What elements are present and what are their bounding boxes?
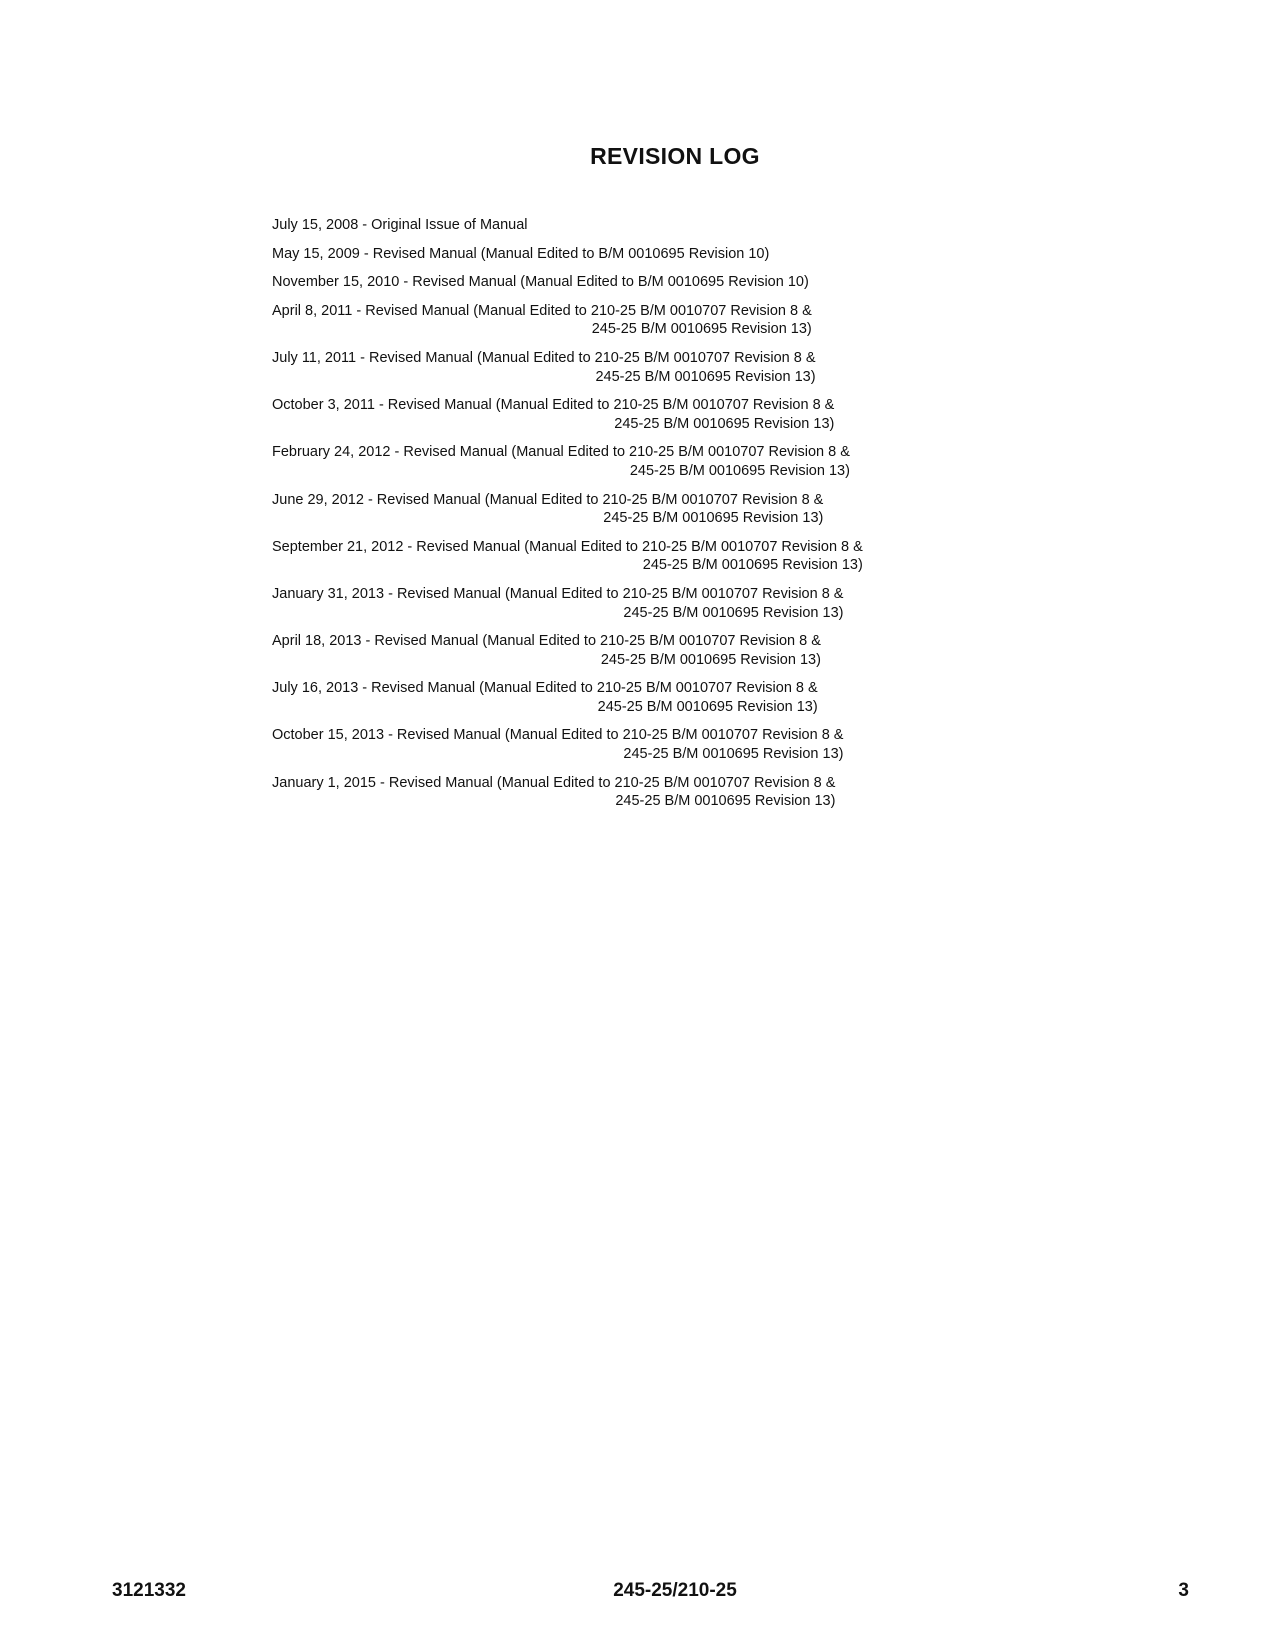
- revision-entry-text: [272, 245, 769, 264]
- revision-entry-line-1: July 15, 2008 - Original Issue of Manual: [272, 217, 528, 233]
- revision-entry: [272, 491, 992, 528]
- revision-entry: [272, 538, 992, 575]
- revision-entry-line-1: February 24, 2012 - Revised Manual (Manual Edited to 210-25 B/M 0010707 Revision 8 &: [272, 444, 850, 461]
- revision-entry: [272, 585, 992, 622]
- revision-log-list: [272, 216, 992, 821]
- revision-entry-line-1: October 3, 2011 - Revised Manual (Manual Edited to 210-25 B/M 0010707 Revision 8 &: [272, 397, 835, 414]
- revision-entry: [272, 245, 992, 264]
- revision-entry-line-2: 245-25 B/M 0010695 Revision 13): [595, 368, 816, 385]
- revision-entry-text: [272, 349, 816, 386]
- revision-entry-text: [272, 273, 809, 292]
- revision-entry-text: [272, 679, 818, 716]
- revision-entry: [272, 273, 992, 292]
- revision-entry-line-2: 245-25 B/M 0010695 Revision 13): [629, 462, 850, 479]
- revision-entry-line-1: July 11, 2011 - Revised Manual (Manual Edited to 210-25 B/M 0010707 Revision 8 &: [272, 349, 816, 366]
- revision-entry: [272, 396, 992, 433]
- revision-entry: [272, 216, 992, 235]
- revision-entry: [272, 774, 992, 811]
- revision-entry-line-2: 245-25 B/M 0010695 Revision 13): [614, 415, 835, 432]
- revision-entry-line-1: January 31, 2013 - Revised Manual (Manual Edited to 210-25 B/M 0010707 Revision 8 &: [272, 585, 844, 602]
- revision-entry: [272, 443, 992, 480]
- revision-entry-text: [272, 216, 528, 235]
- revision-entry-line-2: 245-25 B/M 0010695 Revision 13): [591, 321, 812, 338]
- revision-entry-text: [272, 491, 823, 528]
- revision-entry-text: [272, 585, 843, 622]
- revision-entry-line-2: 245-25 B/M 0010695 Revision 13): [623, 604, 844, 621]
- revision-entry-line-1: October 15, 2013 - Revised Manual (Manual Edited to 210-25 B/M 0010707 Revision 8 &: [272, 727, 844, 744]
- revision-entry: [272, 349, 992, 386]
- revision-entry-text: [272, 774, 835, 811]
- revision-entry-line-1: May 15, 2009 - Revised Manual (Manual Edited to B/M 0010695 Revision 10): [272, 245, 770, 262]
- revision-entry-line-1: June 29, 2012 - Revised Manual (Manual Edited to 210-25 B/M 0010707 Revision 8 &: [272, 491, 824, 508]
- revision-entry-line-1: November 15, 2010 - Revised Manual (Manual Edited to B/M 0010695 Revision 10): [272, 274, 809, 291]
- revision-entry-line-2: 245-25 B/M 0010695 Revision 13): [623, 746, 844, 763]
- revision-entry-text: [272, 443, 850, 480]
- footer-model-number: 245-25/210-25: [613, 1580, 737, 1601]
- revision-entry-text: [272, 538, 863, 575]
- revision-entry-text: [272, 632, 821, 669]
- revision-entry-line-2: 245-25 B/M 0010695 Revision 13): [600, 651, 821, 668]
- footer-page-number: 3: [1178, 1580, 1189, 1601]
- revision-entry-line-1: September 21, 2012 - Revised Manual (Manual Edited to 210-25 B/M 0010707 Revision 8 &: [272, 538, 863, 555]
- revision-entry-line-2: 245-25 B/M 0010695 Revision 13): [603, 510, 824, 527]
- revision-entry-line-2: 245-25 B/M 0010695 Revision 13): [615, 793, 836, 810]
- revision-entry: [272, 302, 992, 339]
- revision-entry-line-2: 245-25 B/M 0010695 Revision 13): [597, 698, 818, 715]
- revision-entry-line-1: April 18, 2013 - Revised Manual (Manual Edited to 210-25 B/M 0010707 Revision 8 &: [272, 633, 821, 650]
- revision-entry-line-1: January 1, 2015 - Revised Manual (Manual Edited to 210-25 B/M 0010707 Revision 8 &: [272, 774, 836, 791]
- revision-entry: [272, 632, 992, 669]
- page-title: REVISION LOG: [590, 143, 760, 169]
- revision-entry-text: [272, 302, 812, 339]
- revision-entry-text: [272, 396, 834, 433]
- footer-document-number: 3121332: [112, 1580, 186, 1601]
- revision-entry: [272, 726, 992, 763]
- revision-entry-line-1: April 8, 2011 - Revised Manual (Manual Edited to 210-25 B/M 0010707 Revision 8 &: [272, 302, 812, 319]
- revision-entry-line-2: 245-25 B/M 0010695 Revision 13): [642, 557, 863, 574]
- revision-entry-line-1: July 16, 2013 - Revised Manual (Manual Edited to 210-25 B/M 0010707 Revision 8 &: [272, 680, 818, 697]
- revision-entry-text: [272, 726, 843, 763]
- revision-entry: [272, 679, 992, 716]
